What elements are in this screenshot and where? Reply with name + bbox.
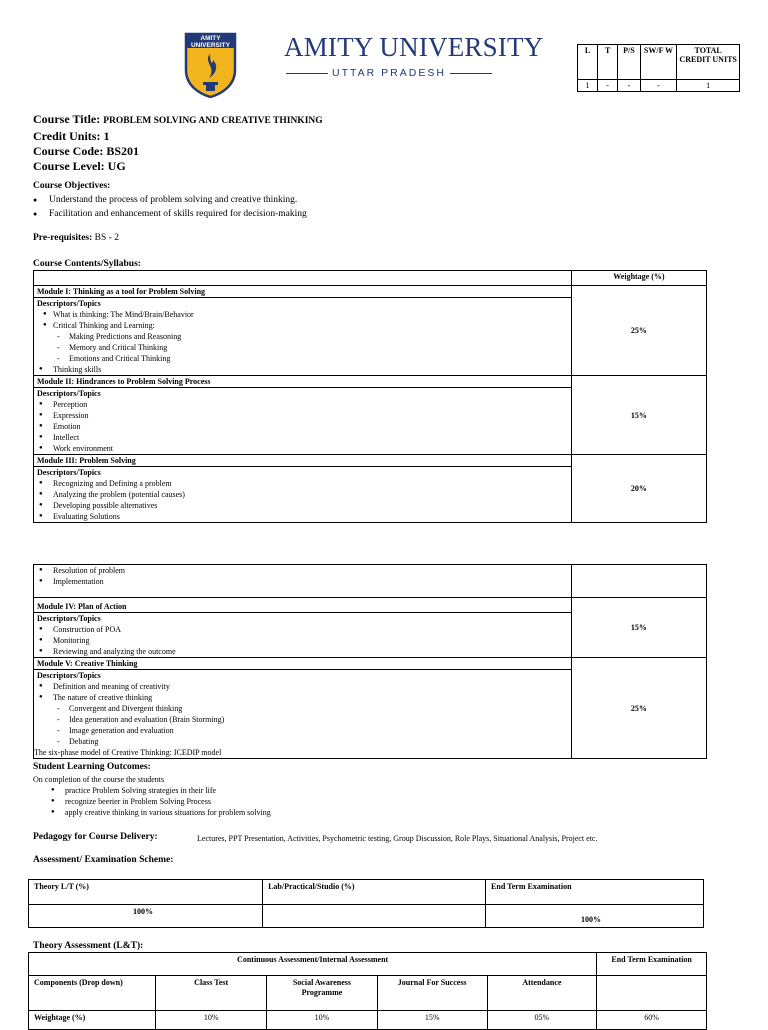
pedagogy-label: Pedagogy for Course Delivery: <box>33 832 158 842</box>
logo-text: AMITY UNIVERSITY <box>190 35 230 49</box>
topic-item: ● Construction of POA <box>37 624 568 635</box>
weightage-end-term: 60% <box>597 1011 707 1030</box>
credit-value-ps: - <box>618 80 640 92</box>
outcome-item: ● practice Problem Solving strategies in their life <box>49 785 271 796</box>
objective-item: ● Understand the process of problem solving and creative thinking. <box>33 193 307 207</box>
subtopic-item: - Image generation and evaluation <box>37 725 568 736</box>
module-1 <box>34 286 572 376</box>
theory-assessment-table <box>28 952 707 1030</box>
topic-item: ● Intellect <box>37 432 568 443</box>
subtopic-item: - Idea generation and evaluation (Brain Storming) <box>37 714 568 725</box>
objectives-list <box>33 193 307 221</box>
topic-item: ● Developing possible alternatives <box>37 500 568 511</box>
descriptors-label: Descriptors/Topics <box>37 468 101 477</box>
subtopic-item: - Memory and Critical Thinking <box>37 342 568 353</box>
module-3 <box>34 455 572 523</box>
outcome-item: ● recognize beerier in Problem Solving Process <box>49 796 271 807</box>
assessment-value-lab <box>263 905 486 928</box>
university-name: AMITY UNIVERSITY <box>284 32 544 62</box>
weightage-attendance: 05% <box>487 1011 597 1030</box>
component-class-test: Class Test <box>156 976 267 1011</box>
module-3-weightage: 20% <box>571 455 706 523</box>
prerequisites <box>33 233 119 243</box>
university-sub-text: UTTAR PRADESH <box>332 67 446 79</box>
weightage-class-test: 10% <box>156 1011 267 1030</box>
topic-item: ● Resolution of problem <box>37 565 568 576</box>
weightage-social-awareness: 10% <box>267 1011 378 1030</box>
subtopic-item: - Convergent and Divergent thinking <box>37 703 568 714</box>
end-term-header: End Term Examination <box>597 953 707 976</box>
descriptors-label: Descriptors/Topics <box>37 614 101 623</box>
module-2-weightage: 15% <box>571 376 706 455</box>
assessment-value-theory: 100% <box>29 905 263 928</box>
credit-value-l: 1 <box>578 80 598 92</box>
module-2 <box>34 376 572 455</box>
pedagogy-value: Lectures, PPT Presentation, Activities, Psychometric testing, Group Discussion, Role Plays, Situational Analysis, Project etc. <box>197 834 598 843</box>
assessment-header-endterm: End Term Examination <box>486 880 704 905</box>
topic-item: ● Recognizing and Defining a problem <box>37 478 568 489</box>
module-title: Module I: Thinking as a tool for Problem Solving <box>34 286 571 298</box>
component-social-awareness: Social Awareness Programme <box>267 976 378 1011</box>
module-title: Module III: Problem Solving <box>34 455 571 467</box>
subtopic-item: - Emotions and Critical Thinking <box>37 353 568 364</box>
topic-item: ● Critical Thinking and Learning: <box>37 320 568 331</box>
module-footer: The six-phase model of Creative Thinking: ICEDIP model <box>34 748 222 757</box>
credit-table <box>577 44 740 92</box>
credit-header-t: T <box>598 45 618 80</box>
topic-item: ● Evaluating Solutions <box>37 511 568 522</box>
assessment-heading: Assessment/ Examination Scheme: <box>33 855 174 865</box>
syllabus-table <box>33 270 707 523</box>
module-4 <box>34 598 572 658</box>
course-title-label: Course Title: <box>33 112 101 126</box>
subtopic-item: - Making Predictions and Reasoning <box>37 331 568 342</box>
descriptors-label: Descriptors/Topics <box>37 671 101 680</box>
topic-item: ● What is thinking: The Mind/Brain/Behavior <box>37 309 568 320</box>
course-info <box>33 112 323 174</box>
topic-item: ● Implementation <box>37 576 568 587</box>
credit-units: Credit Units: 1 <box>33 129 110 143</box>
credit-header-ps: P/S <box>618 45 640 80</box>
objective-item: ● Facilitation and enhancement of skills required for decision-making <box>33 207 307 221</box>
module-3-continued <box>34 565 572 598</box>
topic-item: ● Emotion <box>37 421 568 432</box>
module-5-weightage: 25% <box>571 658 706 759</box>
subtopic-item: - Debating <box>37 736 568 747</box>
university-subtitle <box>286 66 492 80</box>
module-title: Module II: Hindrances to Problem Solving Process <box>34 376 571 388</box>
module-1-weightage: 25% <box>571 286 706 376</box>
credit-value-swfw: - <box>640 80 677 92</box>
course-code: Course Code: BS201 <box>33 144 140 158</box>
component-attendance: Attendance <box>487 976 597 1011</box>
assessment-table <box>28 879 704 928</box>
weightage-journal: 15% <box>377 1011 487 1030</box>
credit-value-t: - <box>598 80 618 92</box>
topic-item: ● Expression <box>37 410 568 421</box>
module-title: Module V: Creative Thinking <box>34 658 571 670</box>
topic-item: ● Thinking skills <box>37 364 568 375</box>
module-title: Module IV: Plan of Action <box>34 601 571 613</box>
course-level: Course Level: UG <box>33 159 126 173</box>
component-journal: Journal For Success <box>377 976 487 1011</box>
assessment-header-lab: Lab/Practical/Studio (%) <box>263 880 486 905</box>
credit-header-l: L <box>578 45 598 80</box>
continuous-assessment-header: Continuous Assessment/Internal Assessment <box>29 953 597 976</box>
prereq-label: Pre-requisites: <box>33 233 93 243</box>
topic-item: ● Work environment <box>37 443 568 454</box>
module-4-weightage: 15% <box>571 598 706 658</box>
module-5 <box>34 658 572 759</box>
outcome-item: ● apply creative thinking in various situations for problem solving <box>49 807 271 818</box>
credit-header-swfw: SW/F W <box>640 45 677 80</box>
topic-item: ● Monitoring <box>37 635 568 646</box>
topic-item: ● The nature of creative thinking <box>37 692 568 703</box>
outcomes-list <box>49 785 271 818</box>
outcomes-intro: On completion of the course the students <box>33 775 165 784</box>
weightage-label: Weightage (%) <box>29 1011 156 1030</box>
outcomes-heading: Student Learning Outcomes: <box>33 762 151 772</box>
assessment-header-theory: Theory L/T (%) <box>29 880 263 905</box>
topic-item: ● Reviewing and analyzing the outcome <box>37 646 568 657</box>
topic-item: ● Analyzing the problem (potential causes) <box>37 489 568 500</box>
theory-assessment-heading: Theory Assessment (L&T): <box>33 941 144 951</box>
topic-item: ● Definition and meaning of creativity <box>37 681 568 692</box>
course-title-value: PROBLEM SOLVING AND CREATIVE THINKING <box>103 116 323 126</box>
credit-value-total: 1 <box>677 80 740 92</box>
topic-item: ● Perception <box>37 399 568 410</box>
credit-header-total: TOTAL CREDIT UNITS <box>677 45 740 80</box>
syllabus-heading: Course Contents/Syllabus: <box>33 259 141 269</box>
prereq-value: BS - 2 <box>94 233 119 243</box>
syllabus-table-continued <box>33 564 707 759</box>
components-label: Components (Drop down) <box>29 976 156 1011</box>
objectives-heading: Course Objectives: <box>33 181 111 191</box>
assessment-value-endterm: 100% <box>486 905 704 928</box>
descriptors-label: Descriptors/Topics <box>37 389 101 398</box>
descriptors-label: Descriptors/Topics <box>37 299 101 308</box>
weightage-header: Weightage (%) <box>571 271 706 286</box>
